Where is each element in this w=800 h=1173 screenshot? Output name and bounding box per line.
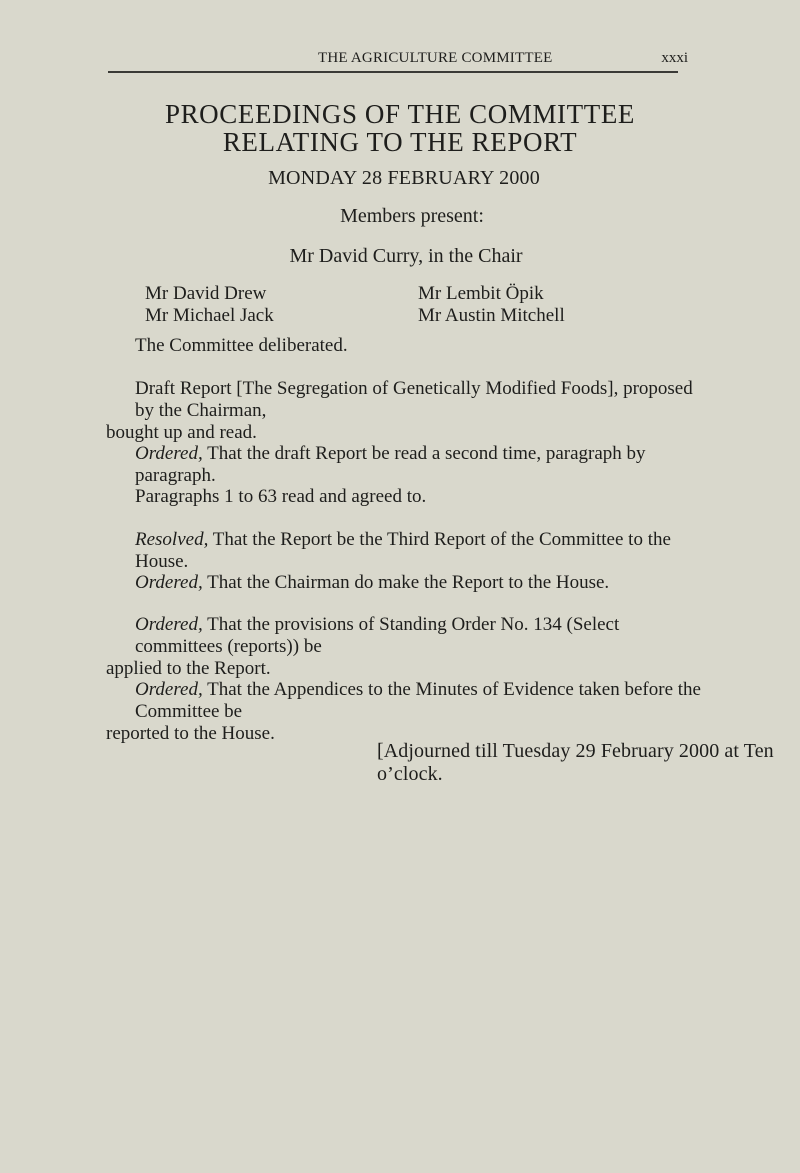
paragraph-lead: Ordered,	[135, 679, 203, 700]
title-line-2: RELATING TO THE REPORT	[222, 127, 578, 157]
paragraph-text: That the Chairman do make the Report to the House.	[202, 572, 610, 593]
paragraph-text: That the Report be the Third Report of the Committee to the House.	[135, 529, 671, 572]
paragraph-lead: Ordered,	[135, 443, 203, 464]
paragraph-ordered-make-report	[135, 572, 715, 594]
paragraph-ordered-standing-order	[106, 614, 706, 680]
meeting-date: MONDAY 28 FEBRUARY 2000	[268, 167, 540, 189]
member-name: Mr Austin Mitchell	[418, 305, 565, 326]
paragraph-resolved	[135, 529, 715, 573]
paragraph-lead: Ordered,	[135, 614, 203, 635]
paragraph-text: Paragraphs 1 to 63 read and agreed to.	[135, 486, 427, 507]
paragraph-ordered-second-reading	[135, 443, 715, 487]
paragraph-text: Draft Report [The Segregation of Genetically Modified Foods], proposed by the Chairman,	[135, 378, 693, 421]
paragraph-text: That the Appendices to the Minutes of Evidence taken before the Committee be	[135, 679, 701, 722]
paragraph-agreed	[135, 486, 715, 508]
paragraph-lead: Ordered,	[135, 572, 203, 593]
title-line-1: PROCEEDINGS OF THE COMMITTEE	[164, 99, 636, 129]
running-head: THE AGRICULTURE COMMITTEE	[318, 50, 553, 66]
paragraph-draft-report	[106, 378, 706, 444]
member-name: Mr Michael Jack	[145, 305, 274, 326]
member-name: Mr Lembit Öpik	[418, 283, 544, 304]
paragraph-text: applied to the Report.	[106, 658, 271, 679]
header-rule	[108, 71, 678, 73]
chair-line: Mr David Curry, in the Chair	[289, 245, 523, 267]
paragraph-text: That the draft Report be read a second time, paragraph by paragraph.	[135, 443, 646, 486]
paragraph-ordered-appendices	[106, 679, 706, 745]
paragraph-text: The Committee deliberated.	[135, 335, 348, 356]
members-present-heading: Members present:	[340, 205, 484, 227]
paragraph-text: That the provisions of Standing Order No. 134 (Select committees (reports)) be	[135, 614, 620, 657]
paragraph-lead: Resolved,	[135, 529, 209, 550]
paragraph-text: bought up and read.	[106, 422, 257, 443]
member-name: Mr David Drew	[145, 283, 267, 304]
adjournment-notice: [Adjourned till Tuesday 29 February 2000 at Ten o’clock.	[377, 740, 774, 785]
paragraph-deliberated	[135, 335, 715, 357]
paragraph-text: reported to the House.	[106, 723, 275, 744]
page-number: xxxi	[661, 50, 688, 66]
